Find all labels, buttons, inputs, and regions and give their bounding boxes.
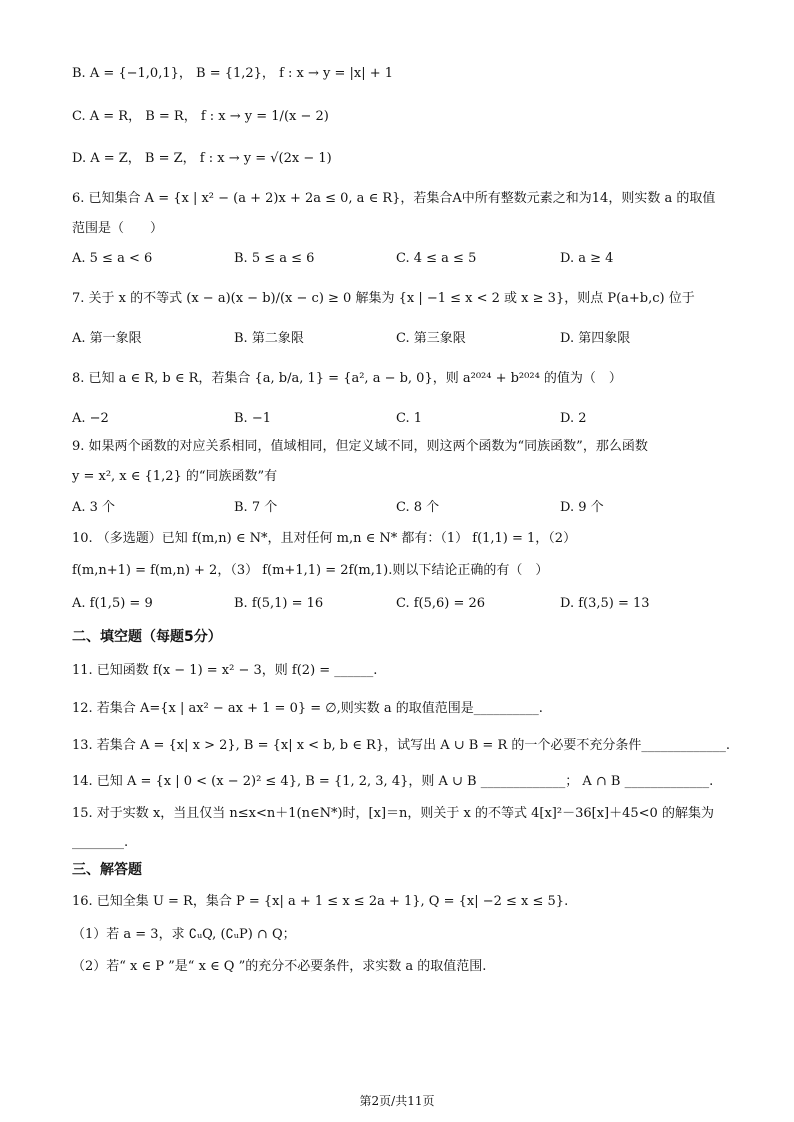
q9-stem-2: y = x², x ∈ {1,2} 的“同族函数”有 xyxy=(72,469,278,484)
q7-option-b: B. 第二象限 xyxy=(234,331,304,346)
option-c-line: C. A = R， B = R， f : x → y = 1/(x − 2) xyxy=(72,109,329,124)
q7-option-c: C. 第三象限 xyxy=(396,331,466,346)
q7-option-d: D. 第四象限 xyxy=(560,331,631,346)
q9-option-a: A. 3 个 xyxy=(72,500,116,515)
q9-option-b: B. 7 个 xyxy=(234,500,278,515)
q14: 14. 已知 A = {x | 0 < (x − 2)² ≤ 4}, B = {1, 2, 3, 4}，则 A ∪ B _____________； A ∩ B _____________. xyxy=(72,774,714,789)
q8-option-b: B. −1 xyxy=(234,411,271,426)
option-b-line: B. A = {−1,0,1}， B = {1,2}， f : x → y = |x| + 1 xyxy=(72,66,394,81)
q10-stem-2: f(m,n+1) = f(m,n) + 2，（3） f(m+1,1) = 2f(m,1).则以下结论正确的有（ ） xyxy=(72,563,549,578)
q6-option-d: D. a ≥ 4 xyxy=(560,251,614,266)
q16-stem: 16. 已知全集 U = R，集合 P = {x| a + 1 ≤ x ≤ 2a + 1}, Q = {x| −2 ≤ x ≤ 5}. xyxy=(72,894,569,909)
q7-stem: 7. 关于 x 的不等式 (x − a)(x − b)/(x − c) ≥ 0 解集为 {x | −1 ≤ x < 2 或 x ≥ 3}，则点 P(a+b,c) 位于 xyxy=(72,291,695,306)
q12: 12. 若集合 A={x | ax² − ax + 1 = 0} = ∅,则实数 a 的取值范围是__________. xyxy=(72,701,543,716)
q8-option-c: C. 1 xyxy=(396,411,423,426)
q16-part-1: （1）若 a = 3，求 ∁ᵤQ, (∁ᵤP) ∩ Q； xyxy=(72,927,296,942)
q15-line-2: ________. xyxy=(72,835,129,850)
q10-option-c: C. f(5,6) = 26 xyxy=(396,596,486,611)
q10-option-a: A. f(1,5) = 9 xyxy=(72,596,153,611)
q11: 11. 已知函数 f(x − 1) = x² − 3，则 f(2) = ______. xyxy=(72,663,378,678)
q6-option-c: C. 4 ≤ a ≤ 5 xyxy=(396,251,477,266)
option-d-line: D. A = Z， B = Z， f : x → y = √(2x − 1) xyxy=(72,151,332,166)
q6-option-a: A. 5 ≤ a < 6 xyxy=(72,251,153,266)
section-fill-in-heading: 二、填空题（每题5分） xyxy=(72,629,222,645)
q15-line-1: 15. 对于实数 x，当且仅当 n≤x<n＋1(n∈N*)时，[x]＝n，则关于 x 的不等式 4[x]²－36[x]＋45<0 的解集为 xyxy=(72,806,714,821)
q7-option-a: A. 第一象限 xyxy=(72,331,142,346)
page-footer: 第2页/共11页 xyxy=(359,1094,435,1108)
q8-stem: 8. 已知 a ∈ R, b ∈ R，若集合 {a, b/a, 1} = {a², a − b, 0}，则 a²⁰²⁴ + b²⁰²⁴ 的值为（ ） xyxy=(72,371,622,386)
q10-option-b: B. f(5,1) = 16 xyxy=(234,596,324,611)
section-answer-heading: 三、解答题 xyxy=(72,862,142,878)
q13: 13. 若集合 A = {x| x > 2}, B = {x| x < b, b ∈ R}，试写出 A ∪ B = R 的一个必要不充分条件_____________. xyxy=(72,738,731,753)
q16-part-2: （2）若“ x ∈ P ”是“ x ∈ Q ”的充分不必要条件，求实数 a 的取值范围. xyxy=(72,959,487,974)
q8-option-d: D. 2 xyxy=(560,411,587,426)
q10-stem-1: 10. （多选题）已知 f(m,n) ∈ N*，且对任何 m,n ∈ N* 都有：（1） f(1,1) = 1，（2） xyxy=(72,531,577,546)
q9-option-c: C. 8 个 xyxy=(396,500,440,515)
q8-option-a: A. −2 xyxy=(72,411,109,426)
q6-stem-2: 范围是（ ） xyxy=(72,221,164,236)
q9-option-d: D. 9 个 xyxy=(560,500,604,515)
q6-option-b: B. 5 ≤ a ≤ 6 xyxy=(234,251,315,266)
q9-stem-1: 9. 如果两个函数的对应关系相同，值域相同，但定义域不同，则这两个函数为“同族函数”，那么函数 xyxy=(72,439,648,454)
q10-option-d: D. f(3,5) = 13 xyxy=(560,596,650,611)
q6-stem-1: 6. 已知集合 A = {x | x² − (a + 2)x + 2a ≤ 0, a ∈ R}，若集合A中所有整数元素之和为14，则实数 a 的取值 xyxy=(72,191,716,206)
